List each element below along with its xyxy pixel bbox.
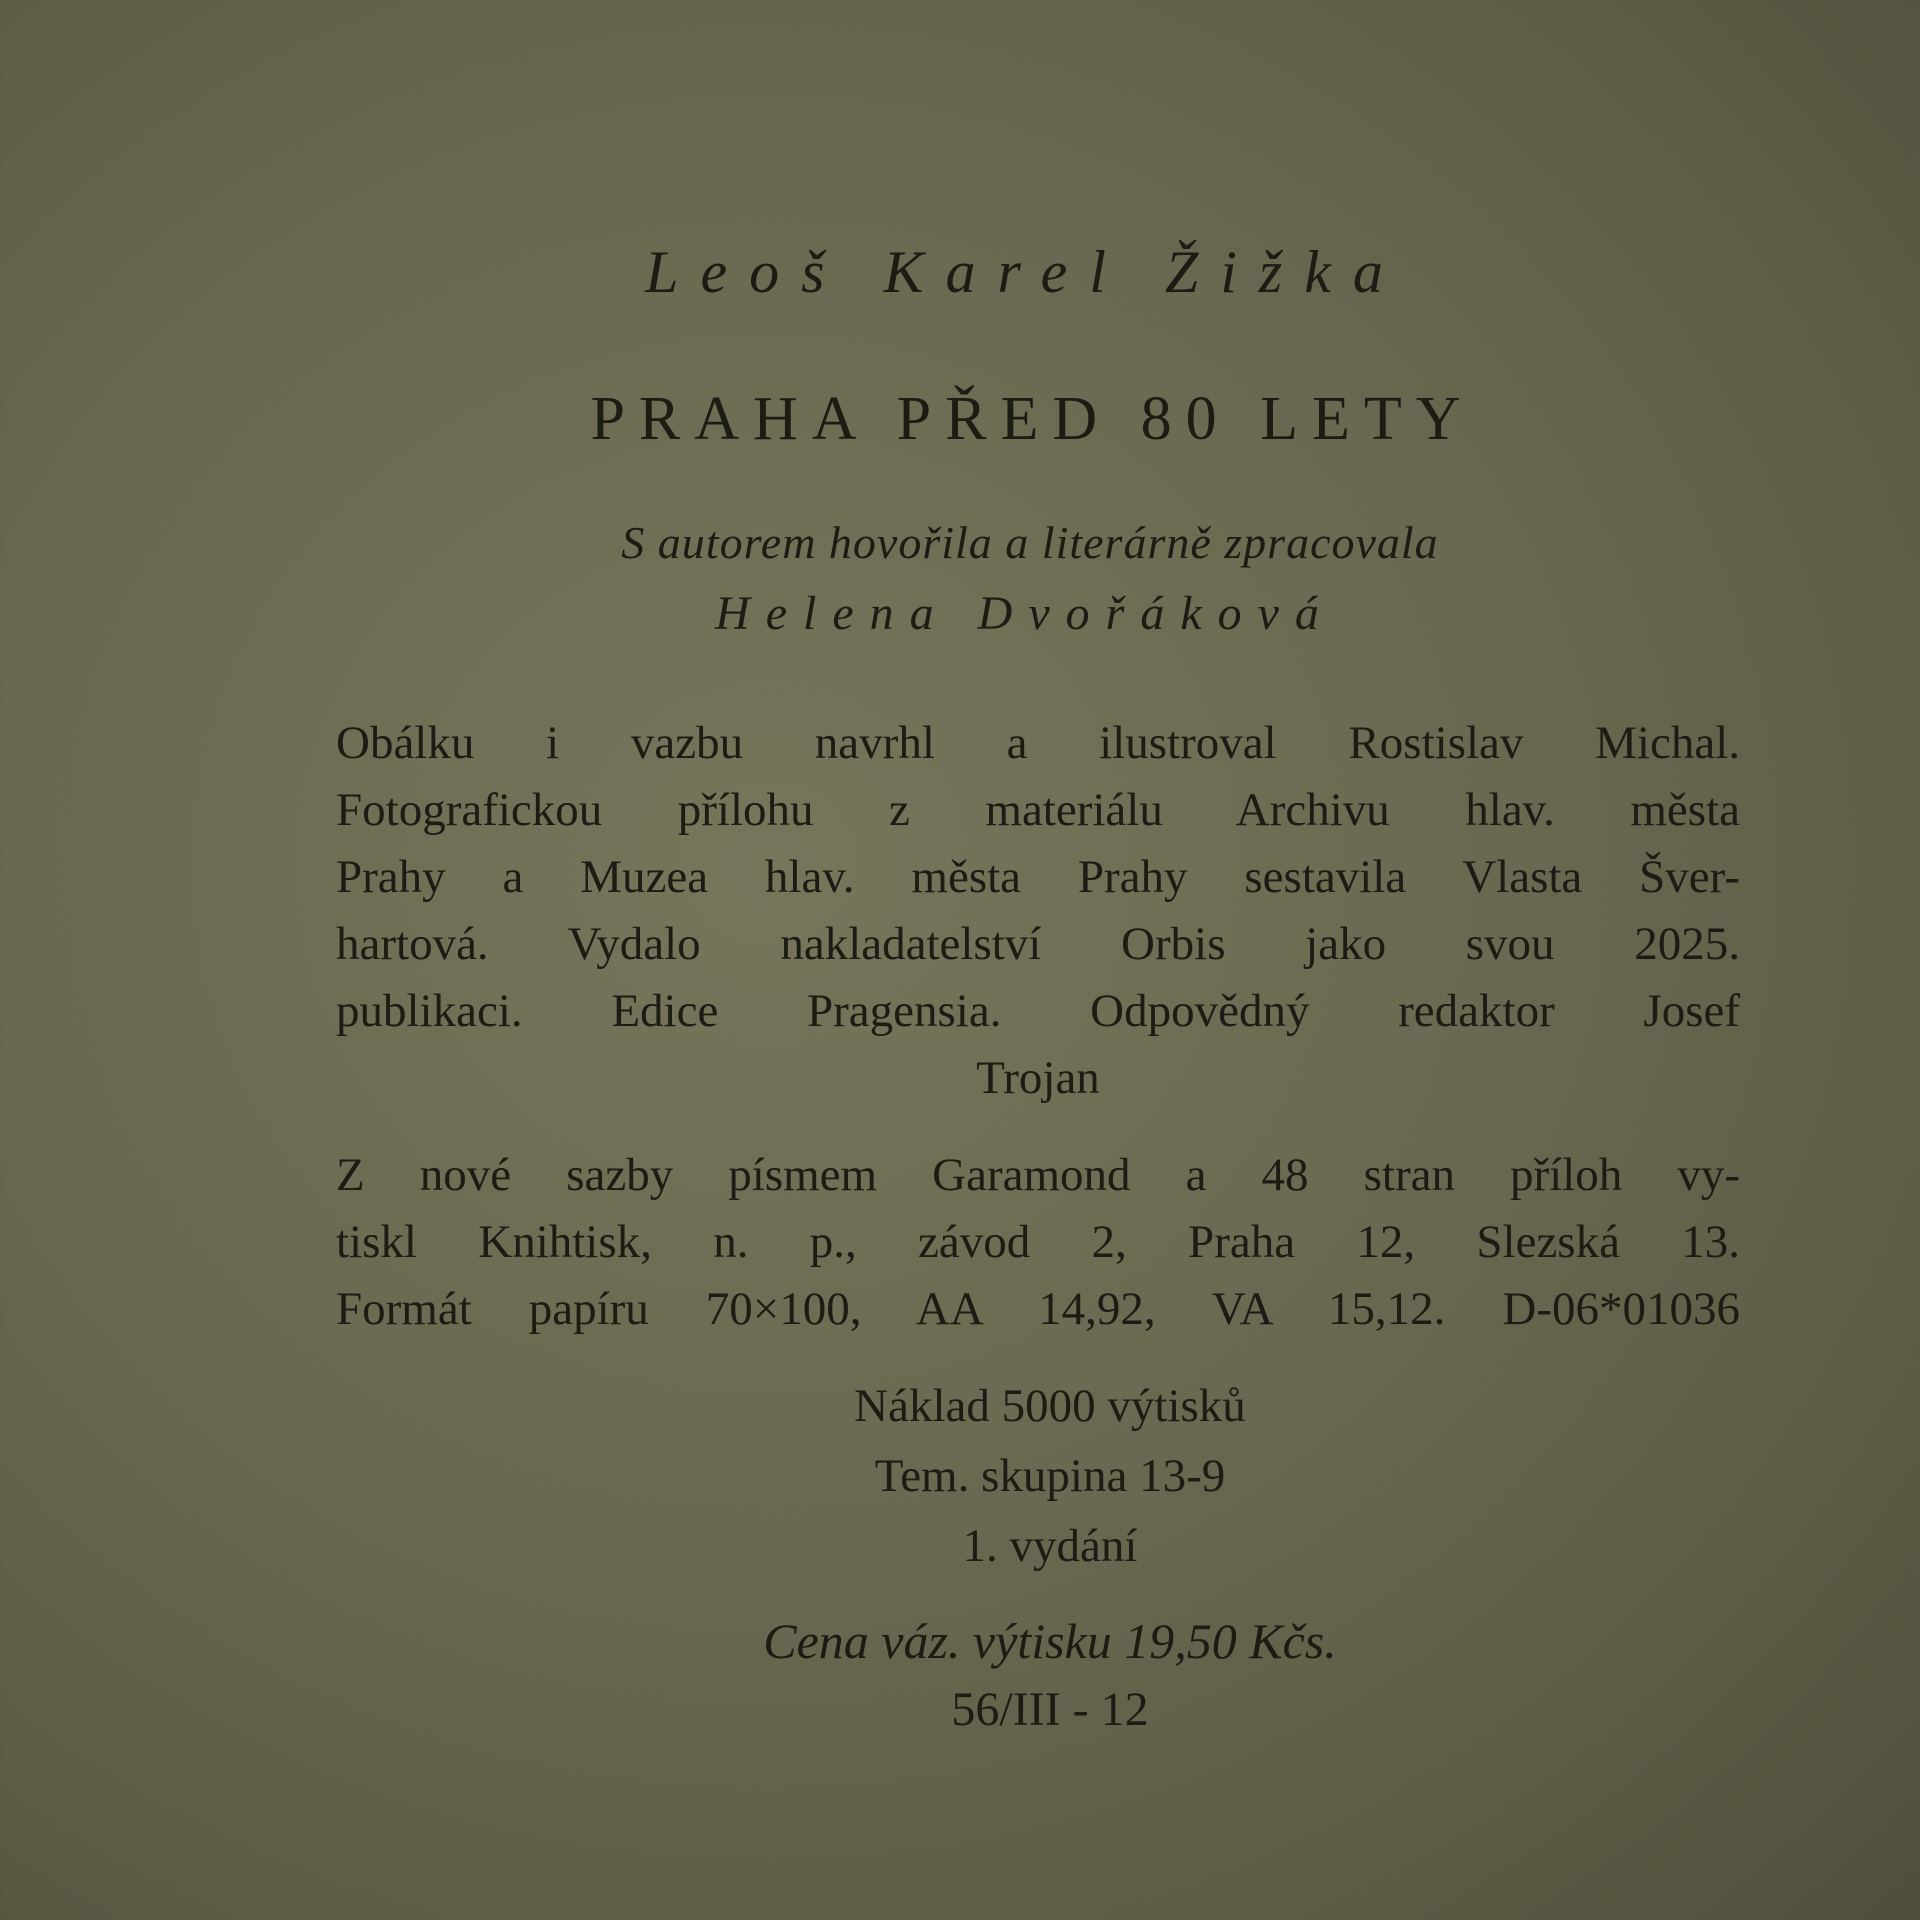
printing-line: Z nové sazby písmem Garamond a 48 stran příloh vy- [336,1149,1740,1201]
catalog-code: 56/III - 12 [951,1683,1149,1736]
credits-line: Fotografickou přílohu z materiálu Archivu hlav. města [336,784,1740,836]
credits-line: Prahy a Muzea hlav. města Prahy sestavila Vlasta Šver- [336,851,1740,903]
edition: 1. vydání [962,1520,1138,1572]
author-name: Leoš Karel Žižka [645,239,1405,305]
book-title: PRAHA PŘED 80 LETY [590,385,1475,453]
subtitle: S autorem hovořila a literárně zpracovala [621,517,1439,568]
credits-line: Obálku i vazbu navrhl a ilustroval Rostislav Michal. [336,717,1740,769]
credits-line: hartová. Vydalo nakladatelství Orbis jako svou 2025. [336,918,1740,970]
credits-line: publikaci. Edice Pragensia. Odpovědný redaktor Josef [336,985,1740,1037]
printing-line: tiskl Knihtisk, n. p., závod 2, Praha 12, Slezská 13. [336,1216,1740,1268]
printing-paragraph [336,1142,1740,1343]
printing-line: Formát papíru 70×100, AA 14,92, VA 15,12. D-06*01036 [336,1283,1740,1335]
collaborator-name: Helena Dvořáková [715,587,1335,640]
credits-line: Trojan [976,1052,1100,1104]
price: Cena váz. výtisku 19,50 Kčs. [763,1613,1337,1669]
credits-paragraph [336,710,1740,1112]
subject-group: Tem. skupina 13-9 [874,1450,1226,1502]
print-run: Náklad 5000 výtisků [854,1380,1246,1432]
